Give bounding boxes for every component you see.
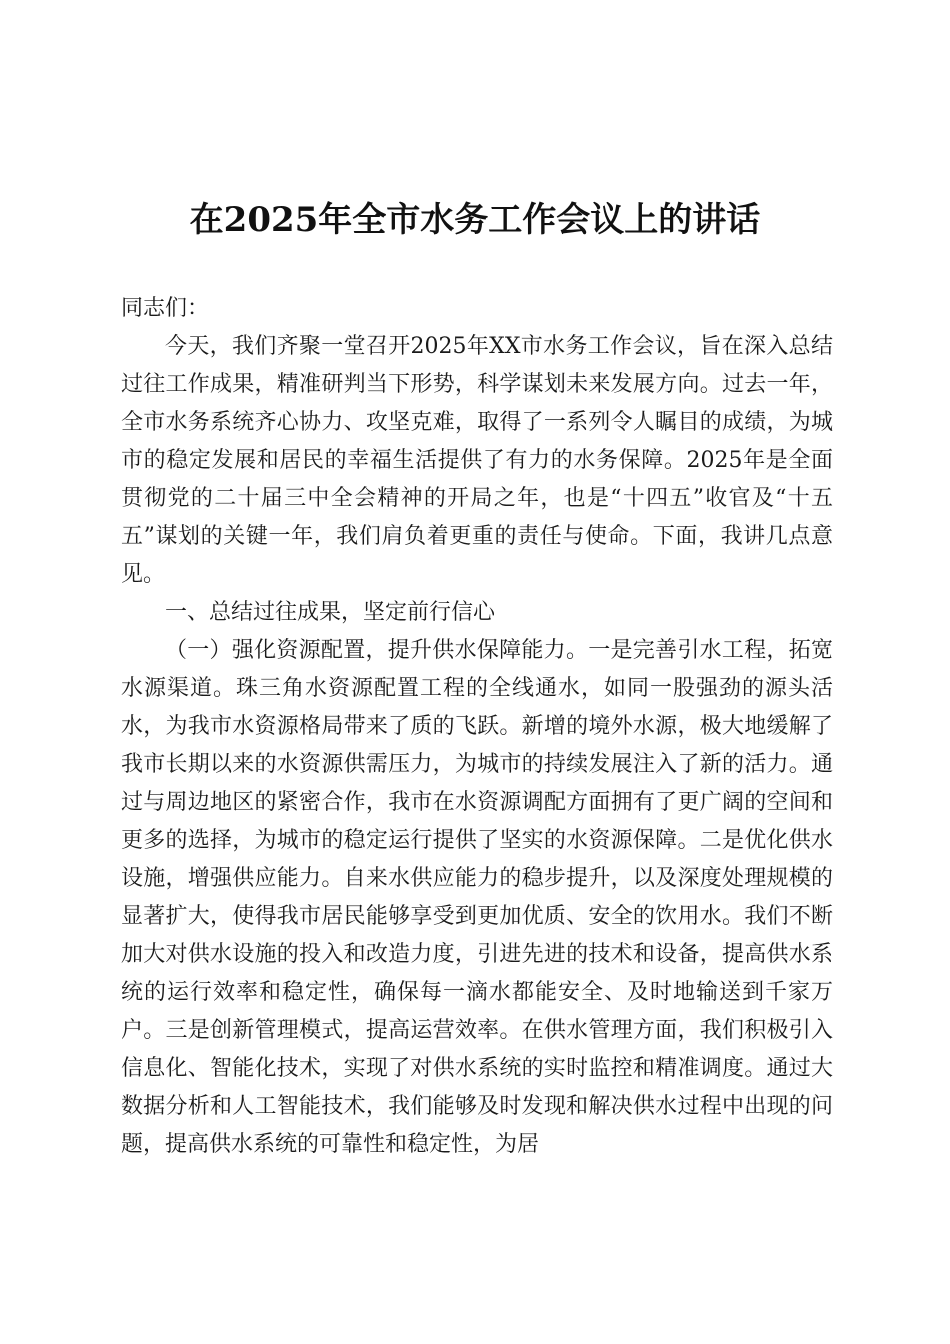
salutation: 同志们： <box>121 296 210 321</box>
section-heading: 一、总结过往成果，坚定前行信心 <box>165 600 496 625</box>
document-body <box>121 290 833 1164</box>
document-title: 在2025年全市水务工作会议上的讲话 <box>189 200 761 240</box>
opening-paragraph: 今天，我们齐聚一堂召开2025年XX市水务工作会议，旨在深入总结过往工作成果，精准研判当下形势，科学谋划未来发展方向。过去一年，全市水务系统齐心协力、攻坚克难，取得了一系列令人瞩目的成绩，为城市的稳定发展和居民的幸福生活提供了有力的水务保障。2025年是全面贯彻党的二十届三中全会精神的开局之年，也是“十四五”收官及“十五五”谋划的关键一年，我们肩负着更重的责任与使命。下面，我讲几点意见。 <box>121 334 833 587</box>
section-paragraph: （一）强化资源配置，提升供水保障能力。一是完善引水工程，拓宽水源渠道。珠三角水资源配置工程的全线通水，如同一股强劲的源头活水，为我市水资源格局带来了质的飞跃。新增的境外水源，极大地缓解了我市长期以来的水资源供需压力，为城市的持续发展注入了新的活力。通过与周边地区的紧密合作，我市在水资源调配方面拥有了更广阔的空间和更多的选择，为城市的稳定运行提供了坚实的水资源保障。二是优化供水设施，增强供应能力。自来水供应能力的稳步提升，以及深度处理规模的显著扩大，使得我市居民能够享受到更加优质、安全的饮用水。我们不断加大对供水设施的投入和改造力度，引进先进的技术和设备，提高供水系统的运行效率和稳定性，确保每一滴水都能安全、及时地输送到千家万户。三是创新管理模式，提高运营效率。在供水管理方面，我们积极引入信息化、智能化技术，实现了对供水系统的实时监控和精准调度。通过大数据分析和人工智能技术，我们能够及时发现和解决供水过程中出现的问题，提高供水系统的可靠性和稳定性，为居 <box>121 638 833 1157</box>
